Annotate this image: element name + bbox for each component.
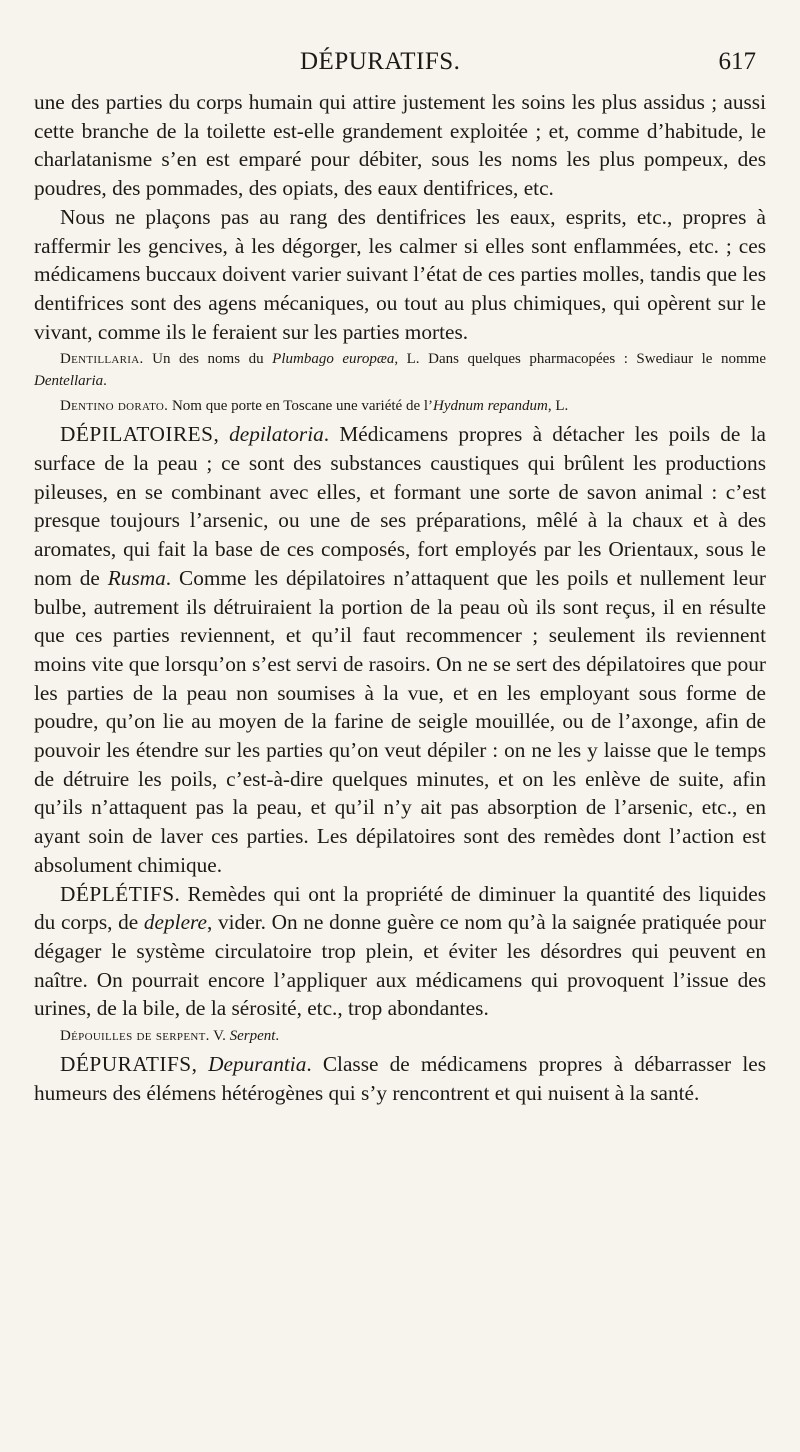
entry-text: , vider. On ne donne guère ce nom qu’à la saignée pratiquée pour dégager le système circulatoire trop plein, et éviter les désordres qui peuvent en naître. On pourrait encore l’appliquer aux médicamens qui provoquent l’issue des urines, de la bile, de la sérosité, etc., trop abondantes. [34,910,766,1021]
entry-latin: Depurantia [208,1052,307,1077]
entry-text: . [103,373,107,390]
entry-italic: deplere [143,910,207,935]
entry-italic: Serpent [229,1028,276,1045]
entry-depuratifs [34,1050,766,1107]
entry-text: , [191,1052,209,1077]
entry-text: V. [209,1028,230,1045]
entry-italic: Plumbago europæa [272,351,395,368]
entry-heading: DÉPLÉTIFS [60,881,175,906]
entry-heading: DÉPILATOIRES [60,422,214,447]
entry-term: Dentino dorato. [60,398,169,415]
entry-text: . Remèdes qui ont la propriété de diminuer la quantité des liquides du corps, de [34,881,766,935]
entry-text: Nom que porte en Toscane une variété de l’ [168,398,434,415]
entry-text: Un des noms du [143,351,273,368]
entry-text: . Comme les dépilatoires n’attaquent que les poils et nullement leur bulbe, autrement ils détruiraient la portion de la peau où ils sont reçus, il en résulte que ces parties reviennent, et qu’il faut recommencer ; seulement ils reviennent moins vite que lorsqu’on s’est servi de rasoirs. On ne se sert des dépilatoires que pour les parties de la peau non soumises à la vue, et en les employant sous forme de poudre, qu’on lie au moyen de la farine de seigle mouillée, ou de l’axonge, afin de pouvoir les étendre sur les parties qu’on veut dépiler : on ne les y laisse que le temps de détruire les poils, c’est-à-dire quelques minutes, et on les enlève de suite, afin qu’ils n’attaquent pas la peau, et qu’il n’y ait pas absorption de l’arsenic, etc., en ayant soin de laver ces parties. Les dépilatoires sont des remèdes dont l’action est absolument chimique. [34,565,766,877]
entry-text: . Médicamens propres à détacher les poils de la surface de la peau ; ce sont des substances caustiques qui brûlent les productions pileuses, en se combinant avec elles, et formant une sorte de savon animal : c’est presque toujours l’arsenic, ou une de ses préparations, mêlé à la chaux et à des aromates, qui fait la base de ces composés, fort employés par les Orientaux, sous le nom de [34,422,766,590]
entry-depilatoires [34,420,766,879]
entry-text: . [275,1028,280,1045]
entry-text: . Classe de médicamens propres à débarrasser les humeurs des élémens hétérogènes qui s’y rencontrent et qui nuisent à la santé. [34,1052,766,1105]
page-number: 617 [718,48,756,75]
entry-depouilles-de-serpent [34,1025,766,1047]
entry-italic: Hydnum repandum [433,398,548,415]
entry-italic: Rusma [107,565,166,590]
entry-latin: depilatoria [229,422,324,447]
entry-heading: DÉPURATIFS [60,1052,192,1077]
entry-depletifs [34,880,766,1024]
entry-dentillaria [34,348,766,392]
body-text [34,88,766,1108]
entry-text: , L. Dans quelques pharmacopées : Swediaur le nomme [394,351,767,368]
entry-term: Dentillaria. [60,351,144,368]
entry-text: , L. [547,398,569,415]
running-head: DÉPURATIFS. [300,48,461,75]
entry-text: , [213,422,230,447]
entry-dentino-dorato [34,395,766,417]
paragraph-continuation: une des parties du corps humain qui attire justement les soins les plus assidus ; aussi cette branche de la toilette est-elle grandement exploitée ; et, comme d’habitude, le charlatanisme s’en est emparé pour débiter, sous les noms les plus pompeux, des poudres, des pommades, des opiats, des eaux dentifrices, etc. [34,90,766,201]
entry-term: Dépouilles de serpent. [60,1028,210,1045]
paragraph-dentifrices: Nous ne plaçons pas au rang des dentifrices les eaux, esprits, etc., propres à raffermir les gencives, à les dégorger, les calmer si elles sont enflammées, etc. ; ces médicamens buccaux doivent varier suivant l’état de ces parties molles, tandis que les dentifrices sont des agens mécaniques, ou tout au plus chimiques, qui opèrent sur le vivant, comme ils le feraient sur les parties mortes. [34,204,766,344]
entry-italic: Dentellaria [34,373,104,390]
page-header [0,48,800,82]
